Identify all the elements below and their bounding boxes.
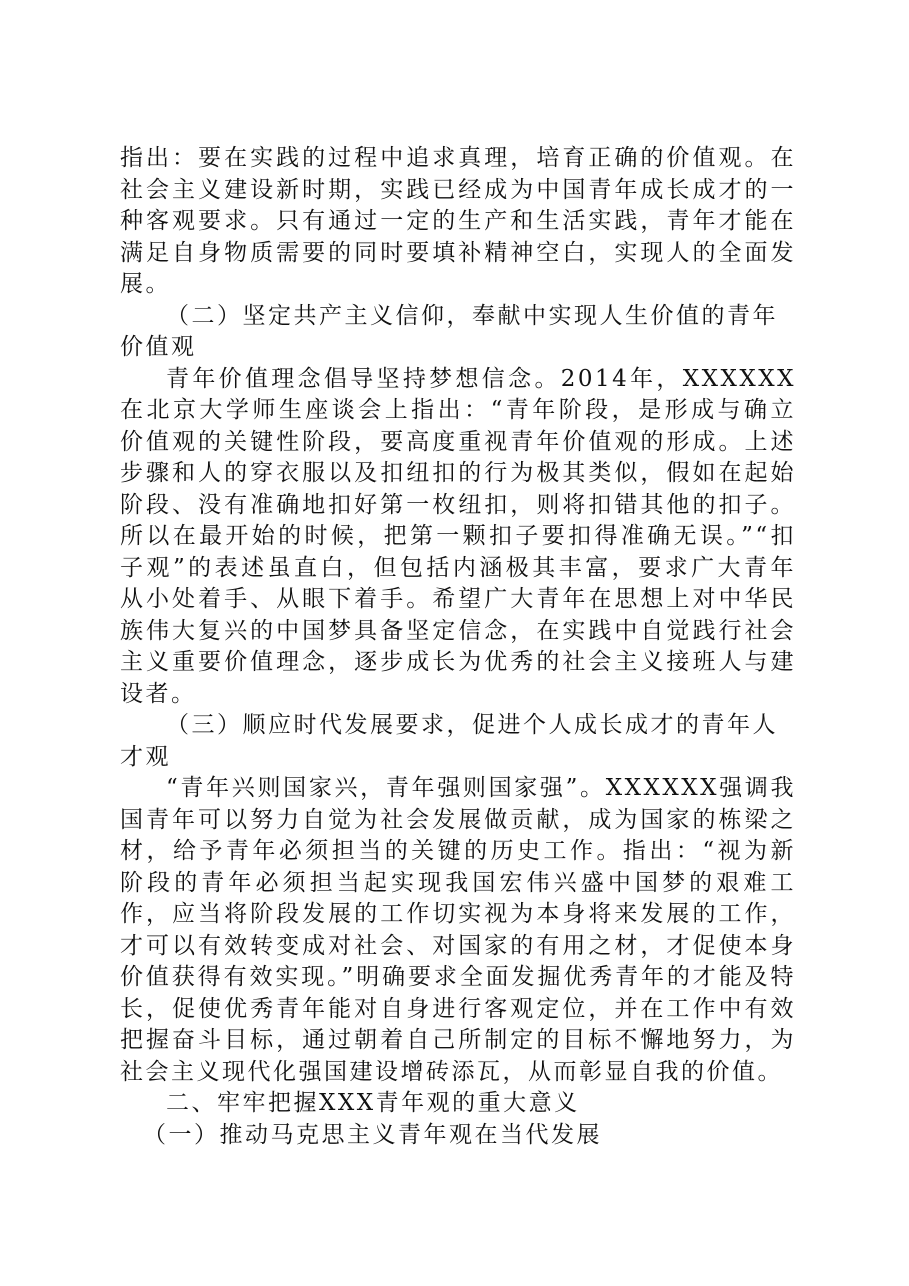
- section-heading-3: （三）顺应时代发展要求，促进个人成长成才的青年人才观: [120, 712, 778, 770]
- section-heading-2: （二）坚定共产主义信仰，奉献中实现人生价值的青年价值观: [120, 302, 778, 360]
- section-heading-1: （一）推动马克思主义青年观在当代发展: [143, 1121, 602, 1148]
- paragraph-youth-talent: “青年兴则国家兴，青年强则国家强”。XXXXXX强调我国青年可以努力自觉为社会发展做贡献，成为国家的栋梁之材，给予青年必须担当的关键的历史工作。指出：“视为新阶段的青年必须担当起实现我国宏伟兴盛中国梦的艰难工作，应当将阶段发展的工作切实视为本身将来发展的工作，才可以有效转变成对社会、对国家的有用之材，才促使本身价值获得有效实现。”明确要求全面发掘优秀青年的才能及特长，促使优秀青年能对自身进行客观定位，并在工作中有效把握奋斗目标，通过朝着自己所制定的目标不懈地努力，为社会主义现代化强国建设增砖添瓦，从而彰显自我的价值。: [120, 775, 796, 1085]
- paragraph-youth-values: 青年价值理念倡导坚持梦想信念。2014年，XXXXXX在北京大学师生座谈会上指出：“青年阶段，是形成与确立价值观的关键性阶段，要高度重视青年价值观的形成。上述步骤和人的穿衣服以及扣纽扣的行为极其类似，假如在起始阶段、没有准确地扣好第一枚纽扣，则将扣错其他的扣子。所以在最开始的时候，把第一颗扣子要扣得准确无误。”“扣子观”的表述虽直白，但包括内涵极其丰富，要求广大青年从小处着手、从眼下着手。希望广大青年在思想上对中华民族伟大复兴的中国梦具备坚定信念，在实践中自觉践行社会主义重要价值理念，逐步成长为优秀的社会主义接班人与建设者。: [120, 365, 796, 707]
- document-body: [120, 143, 796, 1151]
- paragraph-practice-truth: 指出：要在实践的过程中追求真理，培育正确的价值观。在社会主义建设新时期，实践已经成为中国青年成长成才的一种客观要求。只有通过一定的生产和生活实践，青年才能在满足自身物质需要的同时要填补精神空白，实现人的全面发展。: [120, 145, 796, 297]
- chapter-heading-2: 二、牢牢把握XXX青年观的重大意义: [166, 1090, 580, 1116]
